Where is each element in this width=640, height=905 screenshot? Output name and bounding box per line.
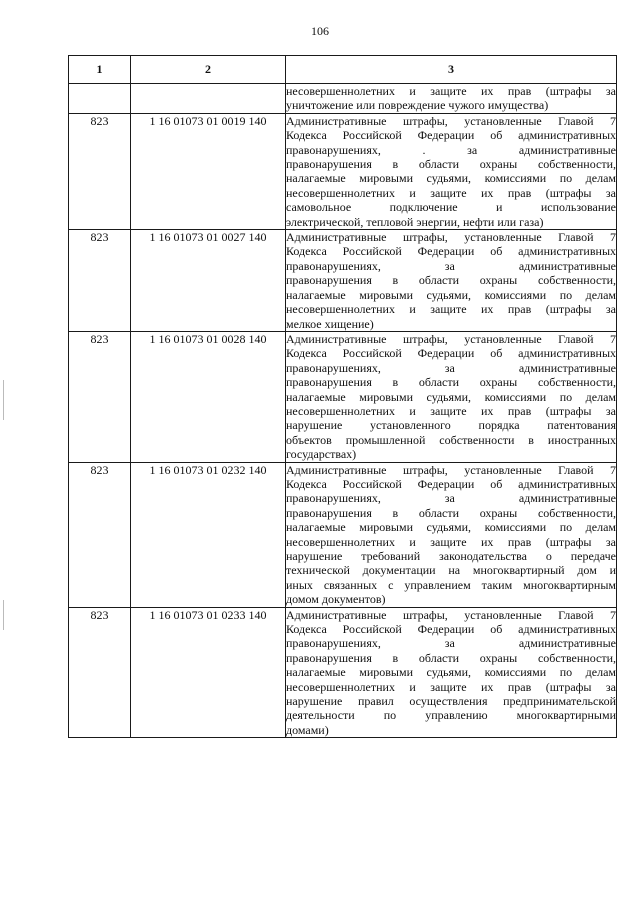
scan-edge-mark bbox=[3, 600, 4, 630]
description-line: правонарушениях, за административные bbox=[286, 636, 616, 651]
description-line: иных связанных с управлением таким многоквартирным bbox=[286, 577, 616, 592]
admin-code-cell: 823 bbox=[69, 113, 131, 229]
description-line: Кодекса Российской Федерации об административных bbox=[286, 244, 616, 259]
kbk-table bbox=[68, 55, 617, 738]
description-line: Административные штрафы, установленные Главой 7 bbox=[286, 462, 616, 477]
description-line: Кодекса Российской Федерации об административных bbox=[286, 346, 616, 361]
admin-code-cell: 823 bbox=[69, 230, 131, 332]
kbk-code-cell: 1 16 01073 01 0019 140 bbox=[131, 113, 286, 229]
page-number: 106 bbox=[311, 24, 329, 38]
description-line: несовершеннолетних и защите их прав (штрафы за bbox=[286, 534, 616, 549]
description-line: Кодекса Российской Федерации об административных bbox=[286, 476, 616, 491]
description-line: правонарушения в области охраны собственности, bbox=[286, 157, 616, 172]
column-header-2: 2 bbox=[131, 56, 286, 84]
description-line: несовершеннолетних и защите их прав (штрафы за bbox=[286, 185, 616, 200]
continuation-description bbox=[286, 84, 617, 114]
description-cell bbox=[286, 331, 617, 462]
description-line: несовершеннолетних и защите их прав (штрафы за bbox=[286, 403, 616, 418]
description-line: государствах) bbox=[286, 447, 357, 462]
description-line: электрической, тепловой энергии, нефти или газа) bbox=[286, 214, 544, 229]
description-line: самовольное подключение и использование bbox=[286, 200, 616, 215]
description-line: правонарушения в области охраны собственности, bbox=[286, 375, 616, 390]
description-line: правонарушения в области охраны собственности, bbox=[286, 273, 616, 288]
description-line: Административные штрафы, установленные Главой 7 bbox=[286, 230, 616, 245]
description-line: домами) bbox=[286, 722, 329, 737]
description-line: правонарушениях, за административные bbox=[286, 258, 616, 273]
description-line: Кодекса Российской Федерации об административных bbox=[286, 622, 616, 637]
table-row bbox=[69, 331, 617, 462]
description-line: домом документов) bbox=[286, 592, 386, 607]
description-line: нарушение установленного порядка патентования bbox=[286, 418, 616, 433]
description-line: несовершеннолетних и защите их прав (штрафы за bbox=[286, 679, 616, 694]
description-line: правонарушениях, за административные bbox=[286, 360, 616, 375]
description-line: деятельности по управлению многоквартирными bbox=[286, 708, 616, 723]
description-cell bbox=[286, 230, 617, 332]
description-line: мелкое хищение) bbox=[286, 316, 374, 331]
description-line: объектов промышленной собственности в иностранных bbox=[286, 432, 616, 447]
kbk-code-cell: 1 16 01073 01 0028 140 bbox=[131, 331, 286, 462]
description-line: уничтожение или повреждение чужого имущества) bbox=[286, 98, 549, 113]
kbk-code-cell: 1 16 01073 01 0027 140 bbox=[131, 230, 286, 332]
description-line: правонарушения в области охраны собственности, bbox=[286, 505, 616, 520]
column-header-3: 3 bbox=[286, 56, 617, 84]
description-line: налагаемые мировыми судьями, комиссиями по делам bbox=[286, 287, 616, 302]
column-header-1: 1 bbox=[69, 56, 131, 84]
table-row bbox=[69, 607, 617, 738]
kbk-code-cell: 1 16 01073 01 0233 140 bbox=[131, 607, 286, 738]
description-cell bbox=[286, 607, 617, 738]
table-row bbox=[69, 230, 617, 332]
description-line: налагаемые мировыми судьями, комиссиями по делам bbox=[286, 171, 616, 186]
description-line: Административные штрафы, установленные Главой 7 bbox=[286, 607, 616, 622]
description-line: нарушение правил осуществления предпринимательской bbox=[286, 694, 616, 709]
description-line: Административные штрафы, установленные Главой 7 bbox=[286, 113, 616, 128]
description-line: несовершеннолетних и защите их прав (штрафы за bbox=[286, 84, 616, 98]
table-row bbox=[69, 462, 617, 607]
description-line: технической документации на многоквартирный дом и bbox=[286, 563, 616, 578]
description-line: налагаемые мировыми судьями, комиссиями по делам bbox=[286, 520, 616, 535]
continuation-code-cell bbox=[69, 84, 131, 114]
description-line: правонарушениях, за административные bbox=[286, 491, 616, 506]
description-cell bbox=[286, 113, 617, 229]
description-cell bbox=[286, 462, 617, 607]
description-line: налагаемые мировыми судьями, комиссиями по делам bbox=[286, 665, 616, 680]
table-header-row bbox=[69, 56, 617, 84]
admin-code-cell: 823 bbox=[69, 607, 131, 738]
scan-edge-mark bbox=[3, 380, 4, 420]
kbk-code-cell: 1 16 01073 01 0232 140 bbox=[131, 462, 286, 607]
table-row bbox=[69, 113, 617, 229]
continuation-kbk-cell bbox=[131, 84, 286, 114]
description-line: Кодекса Российской Федерации об административных bbox=[286, 128, 616, 143]
admin-code-cell: 823 bbox=[69, 462, 131, 607]
description-line: правонарушения в области охраны собственности, bbox=[286, 650, 616, 665]
description-line: Административные штрафы, установленные Главой 7 bbox=[286, 331, 616, 346]
description-line: правонарушениях, . за административные bbox=[286, 142, 616, 157]
description-line: налагаемые мировыми судьями, комиссиями по делам bbox=[286, 389, 616, 404]
description-line: несовершеннолетних и защите их прав (штрафы за bbox=[286, 302, 616, 317]
description-line: нарушение требований законодательства о передаче bbox=[286, 549, 616, 563]
continuation-row bbox=[69, 84, 617, 114]
admin-code-cell: 823 bbox=[69, 331, 131, 462]
